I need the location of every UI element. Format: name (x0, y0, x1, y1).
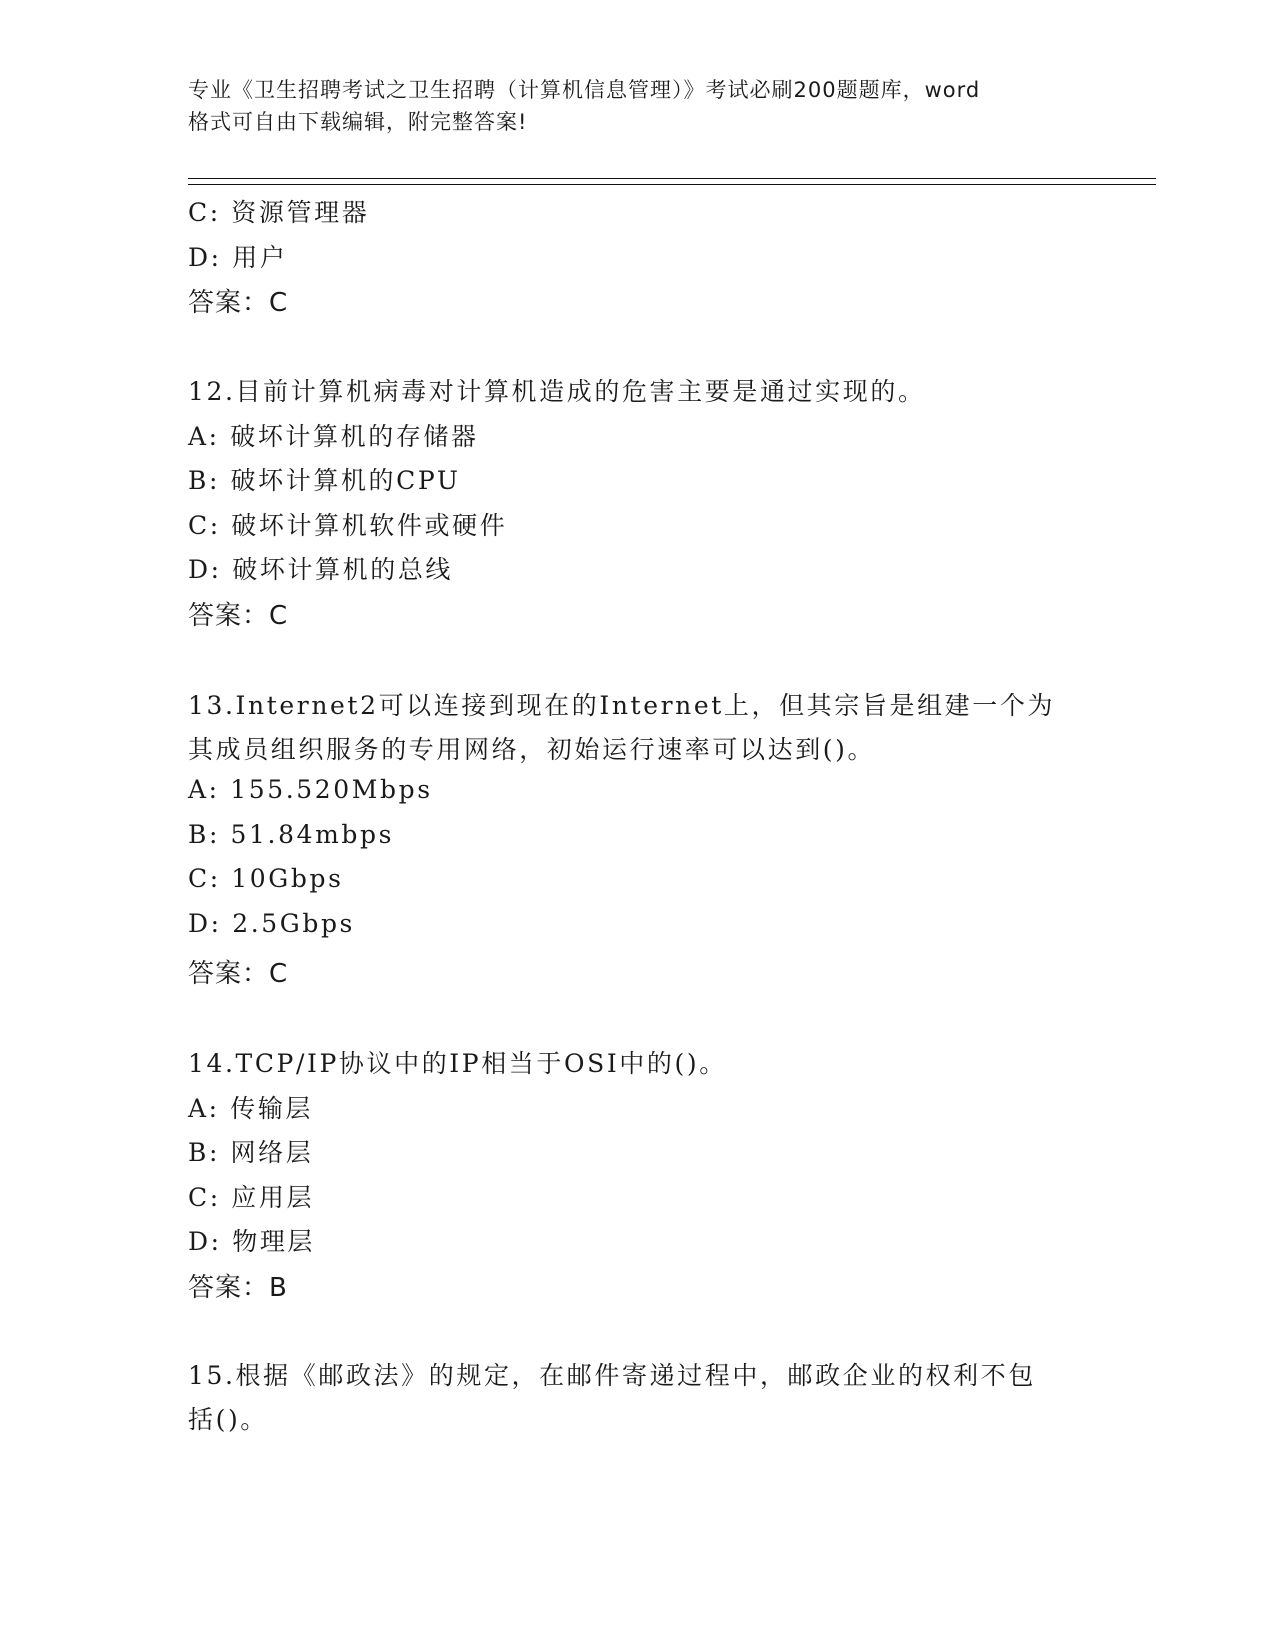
q13-stem-line-1: 13.Internet2可以连接到现在的Internet上，但其宗旨是组建一个为 (188, 691, 1056, 720)
q12-option-d: D: 破坏计算机的总线 (188, 555, 454, 584)
q12-stem: 12.目前计算机病毒对计算机造成的危害主要是通过实现的。 (188, 377, 926, 406)
q13-answer: 答案：C (188, 959, 289, 989)
q14-option-d: D: 物理层 (188, 1227, 316, 1256)
q13-stem-line-2: 其成员组织服务的专用网络，初始运行速率可以达到()。 (188, 735, 876, 764)
q13-option-d: D: 2.5Gbps (188, 909, 355, 938)
q12-answer: 答案：C (188, 601, 289, 631)
header-divider-top (188, 178, 1156, 179)
q15-stem-line-2: 括()。 (188, 1405, 268, 1434)
prev-option-c: C: 资源管理器 (188, 198, 370, 227)
header-line-2: 格式可自由下载编辑，附完整答案! (188, 110, 528, 134)
header-divider-bottom (188, 184, 1156, 185)
q14-option-c: C: 应用层 (188, 1183, 315, 1212)
document-header (188, 74, 1108, 138)
q14-option-a: A: 传输层 (188, 1094, 314, 1123)
q14-option-b: B: 网络层 (188, 1138, 314, 1167)
q14-stem: 14.TCP/IP协议中的IP相当于OSI中的()。 (188, 1049, 727, 1078)
q14-answer: 答案：B (188, 1273, 288, 1303)
q13-option-b: B: 51.84mbps (188, 820, 395, 849)
prev-option-d: D: 用户 (188, 243, 288, 272)
q15-stem-line-1: 15.根据《邮政法》的规定，在邮件寄递过程中，邮政企业的权利不包 (188, 1361, 1036, 1390)
header-line-1: 专业《卫生招聘考试之卫生招聘（计算机信息管理）》考试必刷200题题库，word (188, 78, 981, 102)
q12-option-b: B: 破坏计算机的CPU (188, 466, 461, 495)
q12-option-c: C: 破坏计算机软件或硬件 (188, 511, 508, 540)
q13-option-a: A: 155.520Mbps (188, 775, 433, 804)
q12-option-a: A: 破坏计算机的存储器 (188, 422, 479, 451)
prev-answer: 答案：C (188, 288, 289, 318)
q13-option-c: C: 10Gbps (188, 864, 344, 893)
